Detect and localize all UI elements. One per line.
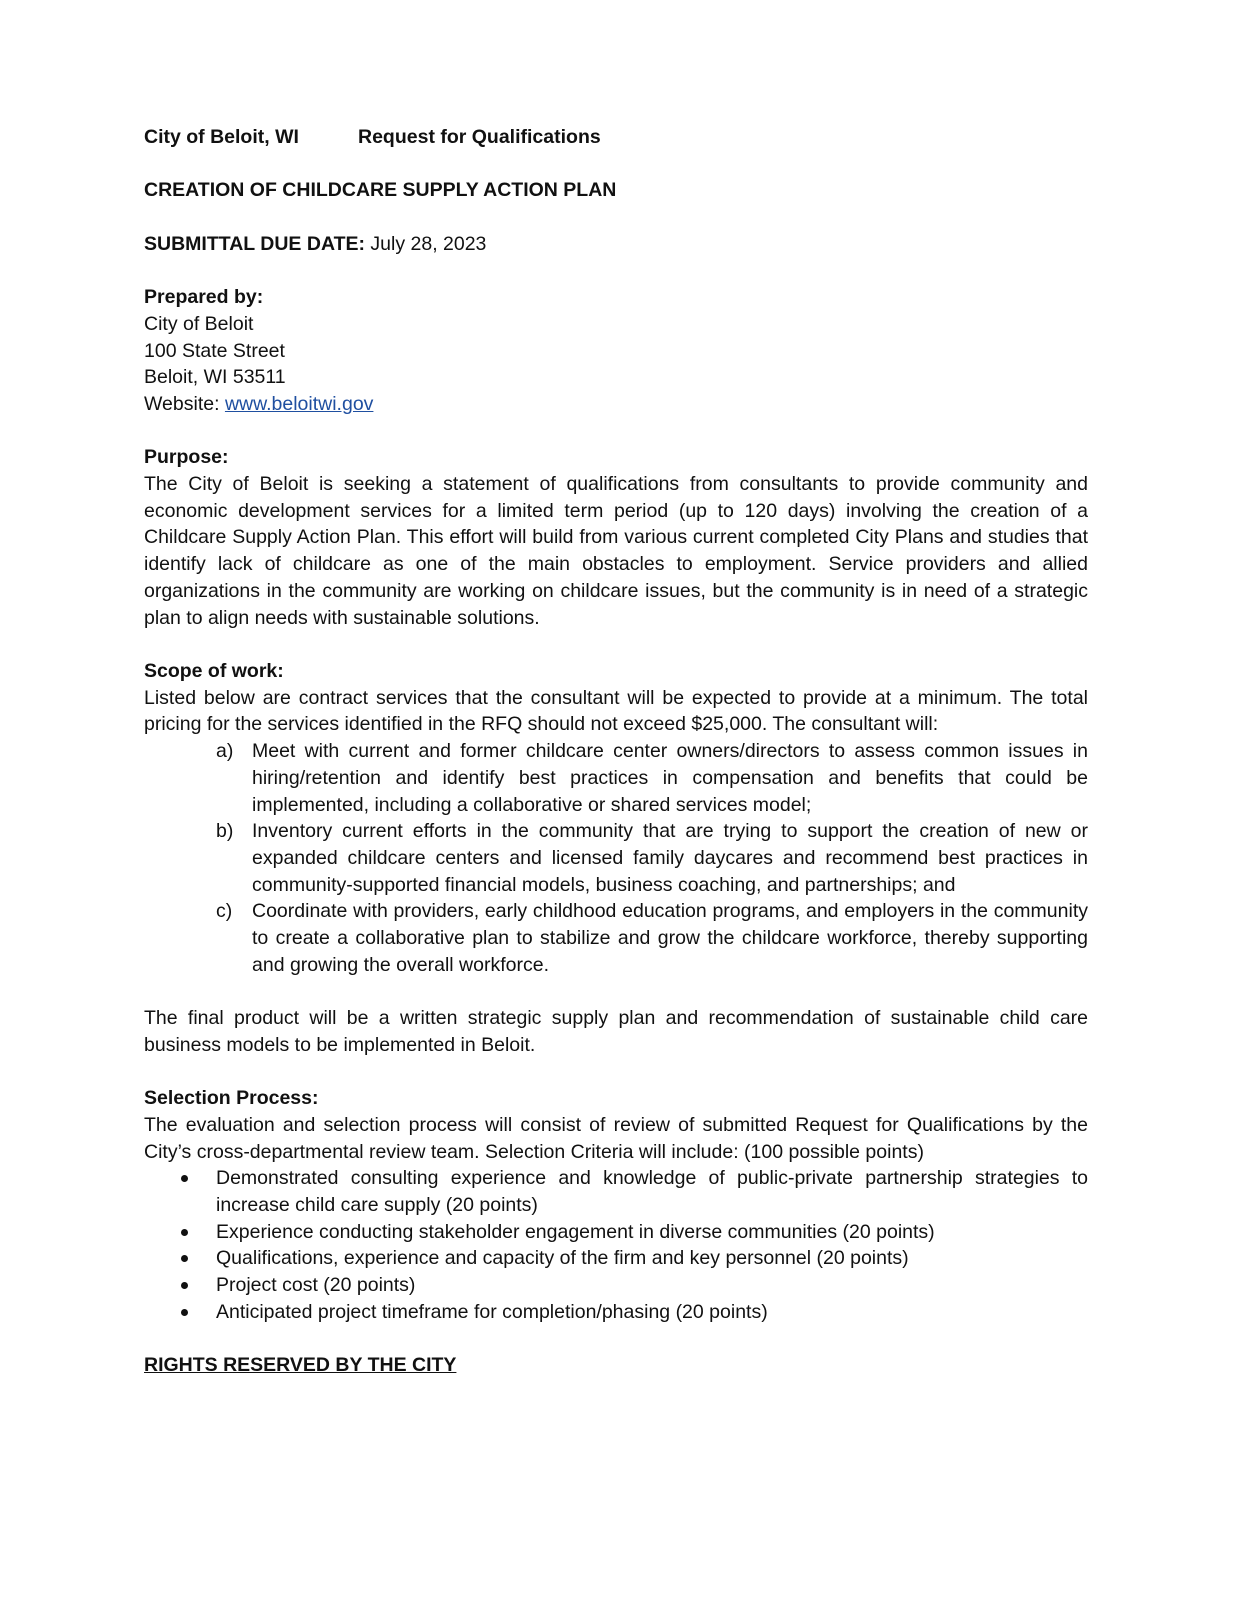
purpose-heading: Purpose: (144, 446, 229, 469)
scope-intro: Listed below are contract services that the consultant will be expected to provide at a minimum. The total pricing for the services identified in the RFQ should not exceed $25,000. The consultant will: (144, 686, 1088, 736)
bullet-icon (181, 1255, 188, 1262)
final-product-text: The final product will be a written strategic supply plan and recommendation of sustainable child care business models to be implemented in Beloit. (144, 1007, 1088, 1056)
purpose-text: The City of Beloit is seeking a statement of qualifications from consultants to provide community and economic development services for a limited term period (up to 120 days) involving the creation of a Childcare Supply Action Plan. This effort will build from various current completed City Plans and studies that identify lack of childcare as one of the main obstacles to employment. Service providers and allied organizations in the community are working on childcare issues, but the community is in need of a strategic plan to align needs with sustainable solutions. (144, 473, 1088, 629)
website-label: Website: (144, 392, 220, 415)
website-line (144, 391, 1088, 418)
scope-heading: Scope of work: (144, 659, 284, 682)
criterion-text: Demonstrated consulting experience and knowledge of public-private partnership strategies to increase child care supply (20 points) (216, 1167, 1088, 1217)
website-link[interactable]: www.beloitwi.gov (224, 392, 374, 415)
bullet-icon (181, 1229, 188, 1236)
list-item (144, 1245, 1088, 1272)
list-item (144, 898, 1088, 978)
prepared-by-street: 100 State Street (144, 339, 285, 362)
criterion-text: Anticipated project timeframe for completion/phasing (20 points) (216, 1300, 768, 1323)
rights-heading: RIGHTS RESERVED BY THE CITY (144, 1354, 457, 1377)
header-city: City of Beloit, WI (144, 126, 299, 148)
prepared-by-city: Beloit, WI 53511 (144, 366, 286, 389)
document-header (144, 124, 1088, 151)
selection-heading: Selection Process: (144, 1087, 319, 1110)
bullet-icon (181, 1282, 188, 1289)
selection-criteria-list (144, 1165, 1088, 1325)
bullet-icon (181, 1175, 188, 1182)
list-item (144, 818, 1088, 898)
selection-intro: The evaluation and selection process will consist of review of submitted Request for Qualifications by the City’s cross-departmental review team. Selection Criteria will include: (100 possible points) (144, 1113, 1088, 1163)
due-date-line (144, 231, 1088, 258)
due-date-label: SUBMITTAL DUE DATE: (144, 232, 365, 255)
list-item (144, 1299, 1088, 1326)
list-item (144, 738, 1088, 818)
criterion-text: Project cost (20 points) (216, 1274, 416, 1297)
list-marker: c) (216, 900, 233, 923)
list-item (144, 1165, 1088, 1218)
prepared-by-heading: Prepared by: (144, 286, 264, 309)
document-page (144, 124, 1088, 1379)
list-item-text: Coordinate with providers, early childhood education programs, and employers in the community to create a collaborative plan to stabilize and grow the childcare workforce, thereby supporting and growing the overall workforce. (252, 900, 1088, 976)
list-item-text: Inventory current efforts in the community that are trying to support the creation of new or expanded childcare centers and licensed family daycares and recommend best practices in community-supported financial models, business coaching, and partnerships; and (252, 820, 1088, 896)
criterion-text: Qualifications, experience and capacity of the firm and key personnel (20 points) (216, 1247, 909, 1270)
criterion-text: Experience conducting stakeholder engagement in diverse communities (20 points) (216, 1220, 935, 1243)
bullet-icon (181, 1309, 188, 1316)
prepared-by-name: City of Beloit (144, 312, 254, 335)
list-item-text: Meet with current and former childcare center owners/directors to assess common issues in hiring/retention and identify best practices in compensation and benefits that could be implemented, including a collaborative or shared services model; (252, 740, 1088, 816)
list-marker: b) (216, 820, 234, 843)
list-item (144, 1219, 1088, 1246)
list-marker: a) (216, 740, 234, 763)
list-item (144, 1272, 1088, 1299)
header-doc-type: Request for Qualifications (358, 126, 601, 148)
scope-list (144, 738, 1088, 978)
document-title: CREATION OF CHILDCARE SUPPLY ACTION PLAN (144, 179, 617, 202)
due-date-value: July 28, 2023 (370, 232, 487, 255)
